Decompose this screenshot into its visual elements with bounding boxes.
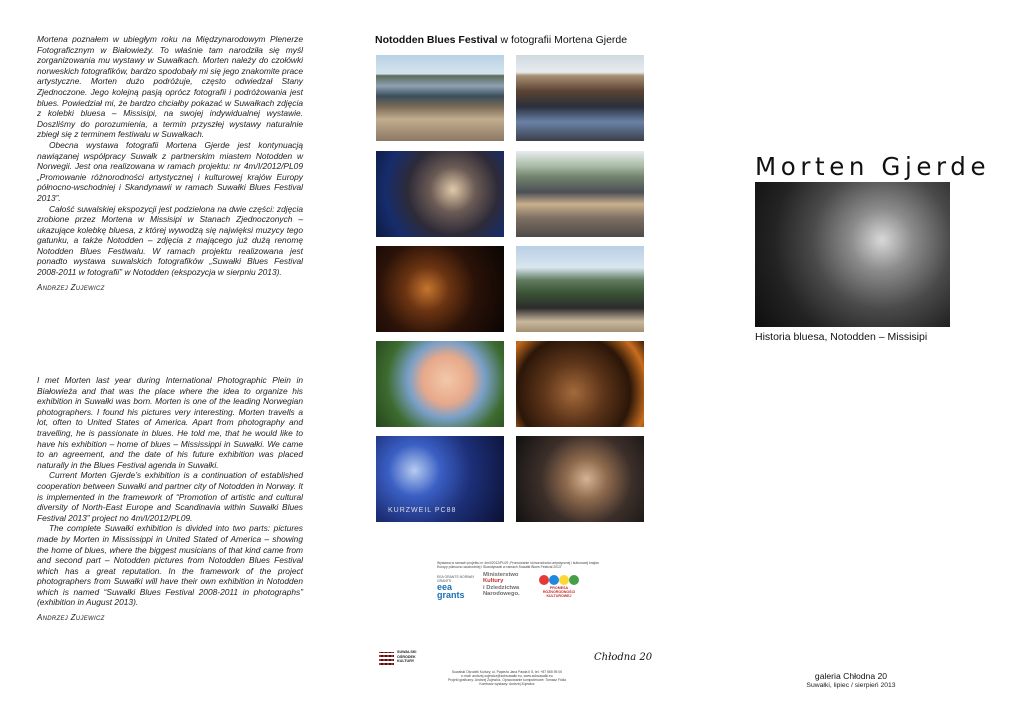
gallery-name: galeria Chłodna 20 — [814, 671, 888, 681]
festival-section-title — [375, 34, 627, 46]
gallery-date: Suwałki, lipiec / sierpień 2013 — [806, 682, 896, 689]
cover-photo-bw — [755, 182, 950, 327]
ministry-culture-logo — [483, 572, 533, 604]
checker-pattern-icon — [379, 652, 394, 667]
grants-word: grants — [437, 590, 465, 600]
english-author-signature: Andrzej Zujewicz — [37, 613, 105, 623]
diversity-line-2: RÓŻNORODNOŚCI — [542, 590, 576, 595]
festival-title-bold: Notodden Blues Festival — [375, 34, 498, 46]
ministry-line-1: Ministerstwo — [483, 572, 519, 578]
polish-paragraph-1: Mortena poznałem w ubiegłym roku na Międzynarodowym Plenerze Fotograficznym w Białowieży. To właśnie tam narodziła się myśl zorganizowania mu wystawy w Suwałkach. Morten należy do czołówki norweskich fotografików, bardzo spodobały mi się jego znakomite prace artystyczne. Morten dużo podróżuje, często odwiedzał Stany Zjednoczone. Jego kolejną pasją oprócz fotografii i podróżowania jest blues. Powiedział mi, że bardzo chciałby pokazać w Suwałkach zdjęcia z kolebki bluesa – Missisipi, na swojej indywidualnej wystawie. Doszliśmy do porozumienia, a termin przyszłej wystawy naturalnie zbiegł się z terminem festiwalu w Suwałkach. — [37, 34, 303, 140]
sok-line-1: SUWALSKI — [397, 650, 417, 654]
footer-line-4: Komisarz wystawy: Andrzej Zujewicz — [479, 682, 535, 686]
cover-artist-name: Morten Gjerde — [755, 152, 991, 181]
polish-author-signature: Andrzej Zujewicz — [37, 282, 105, 292]
english-paragraph-1: I met Morten last year during International Photographic Plein in Białowieża and that was the place where the idea to organize his exhibition in Suwałki was born. Morten is one of the leading Norwegian photographers. I found his pictures very interesting. Morten travells a lot, often to United States of America. Apart from photography and travelling, he is passionate in blues. He told me, that he would like to have his exhibition – home of blues – Mississippi in Suwałki. We came to an agreement, and the date of his future exhibition was placed naturally in the Blues Festival agenda in Suwałki. — [37, 375, 303, 470]
cover-subtitle: Historia bluesa, Notodden – Missisipi — [755, 331, 928, 343]
eea-grants-logo — [437, 575, 477, 601]
photo-festival-crowd — [376, 55, 504, 141]
footer-line-1: Suwalski Ośrodek Kultury, ul. Papieża Jana Pawła II 5, tel. +87 565 95 00 — [451, 670, 563, 674]
diversity-line-1: PROMESA — [549, 586, 569, 590]
polish-paragraph-2: Obecna wystawa fotografii Mortena Gjerde jest kontynuacją nawiązanej współpracy Suwałk z partnerskim miastem Notodden w Norwegii. Jest ona realizowana w ramach projektu: nr 4m/I/2012/PL09 „Promowanie różnorodności artystycznej i kulturowej krajów Europy północno-wschodniej i Skandynawii w ramach Suwałki Blues Festival 2013”. — [37, 139, 303, 203]
photo-bearded-musician — [516, 436, 644, 522]
chlodna-signature-mark: Chłodna 20 — [594, 652, 653, 663]
sok-logo-text — [397, 650, 416, 664]
sok-line-2: OŚRODEK — [397, 654, 416, 659]
photo-musicians-group — [376, 151, 504, 237]
photo-lakeside-stage — [516, 246, 644, 332]
photo-child-face-paint — [376, 341, 504, 427]
photo-stage-audience — [516, 55, 644, 141]
keyboard-brand-text: KURZWEIL PC88 — [388, 507, 457, 514]
sponsor-note: Wystawa w ramach projektu nr 4m/I/2012/PL09 „Promowanie różnorodności artystycznej i kulturowej krajów Europy północno-wschodniej i Skandynawii w ramach Suwałki Blues Festival 2013” — [437, 561, 599, 569]
ministry-line-4: Narodowego. — [483, 591, 520, 598]
photo-bluesman-portrait — [516, 341, 644, 427]
festival-title-rest: w fotografii Mortena Gjerde — [497, 34, 628, 46]
eea-word: eea — [437, 582, 453, 592]
diversity-line-3: KULTUROWEJ — [546, 594, 572, 599]
footer-line-3: Projekt graficzny: Andrzej Zujewicz. Opracowanie komputerowe: Tomasz Fiolia — [447, 678, 567, 682]
photo-keyboard-player — [376, 436, 504, 522]
photo-market-tent — [516, 151, 644, 237]
sok-logo — [379, 650, 419, 672]
polish-paragraph-3: Całość suwalskiej ekspozycji jest podzielona na dwie części: zdjęcia zrobione przez Mortena w Missisipi w Stanach Zjednoczonych – ukazujące kolebkę bluesa, z której wywodzą się najwięksi muzycy tego gatunku, a także Notodden – zdjęcia z mającego już dużą renomę Notodden Blues Festiwalu. W ramach projektu realizowana jest ponadto wystawa suwalskich fotografików „Suwałki Blues Festival 2008-2011 w fotografii” w Notodden (ekspozycja w sierpniu 2013). — [37, 203, 303, 278]
english-text-block — [37, 375, 303, 624]
polish-text-block — [37, 34, 303, 293]
english-paragraph-3: The complete Suwałki exhibition is divided into two parts: pictures made by Morten in Mississippi in United Stated of America – showing the home of blues, where the biggest musicians of that kind came from and second part – Notodden pictures from Notodden Blues Festival which has a great reputation. In the framework of the project photographers from Suwałki will have their own exhibition in Notodden which is named “Suwałki Blues Festival 2008-2011 in photographs” (exhibition in August 2013). — [37, 523, 303, 608]
gallery-info — [800, 671, 902, 689]
ministry-line-3: i Dziedzictwa — [483, 584, 520, 591]
cultural-diversity-logo — [535, 575, 583, 601]
ministry-line-2: Kultury — [483, 578, 504, 585]
colored-circles-icon — [535, 575, 583, 586]
footer-contact — [437, 670, 577, 686]
footer-line-2: e-mail: andrzej.zujewicz@soksuwalki.eu, www.soksuwalki.eu — [461, 674, 553, 678]
sok-line-3: KULTURY — [397, 659, 415, 664]
english-paragraph-2: Current Morten Gjerde’s exhibition is a continuation of established cooperation between Suwałki and partner city of Notodden in Norway. It is implemented in the framework of “Promotion of artistic and cultural diversity of North-East Europe and Scandinavia within Suwałki Blues Festival 2013” project no 4m/I/2012/PL09. — [37, 470, 303, 523]
photo-guitarist-concert — [376, 246, 504, 332]
eea-grants-small-label: EEA GRANTS NORWAY GRANTS — [437, 575, 475, 583]
